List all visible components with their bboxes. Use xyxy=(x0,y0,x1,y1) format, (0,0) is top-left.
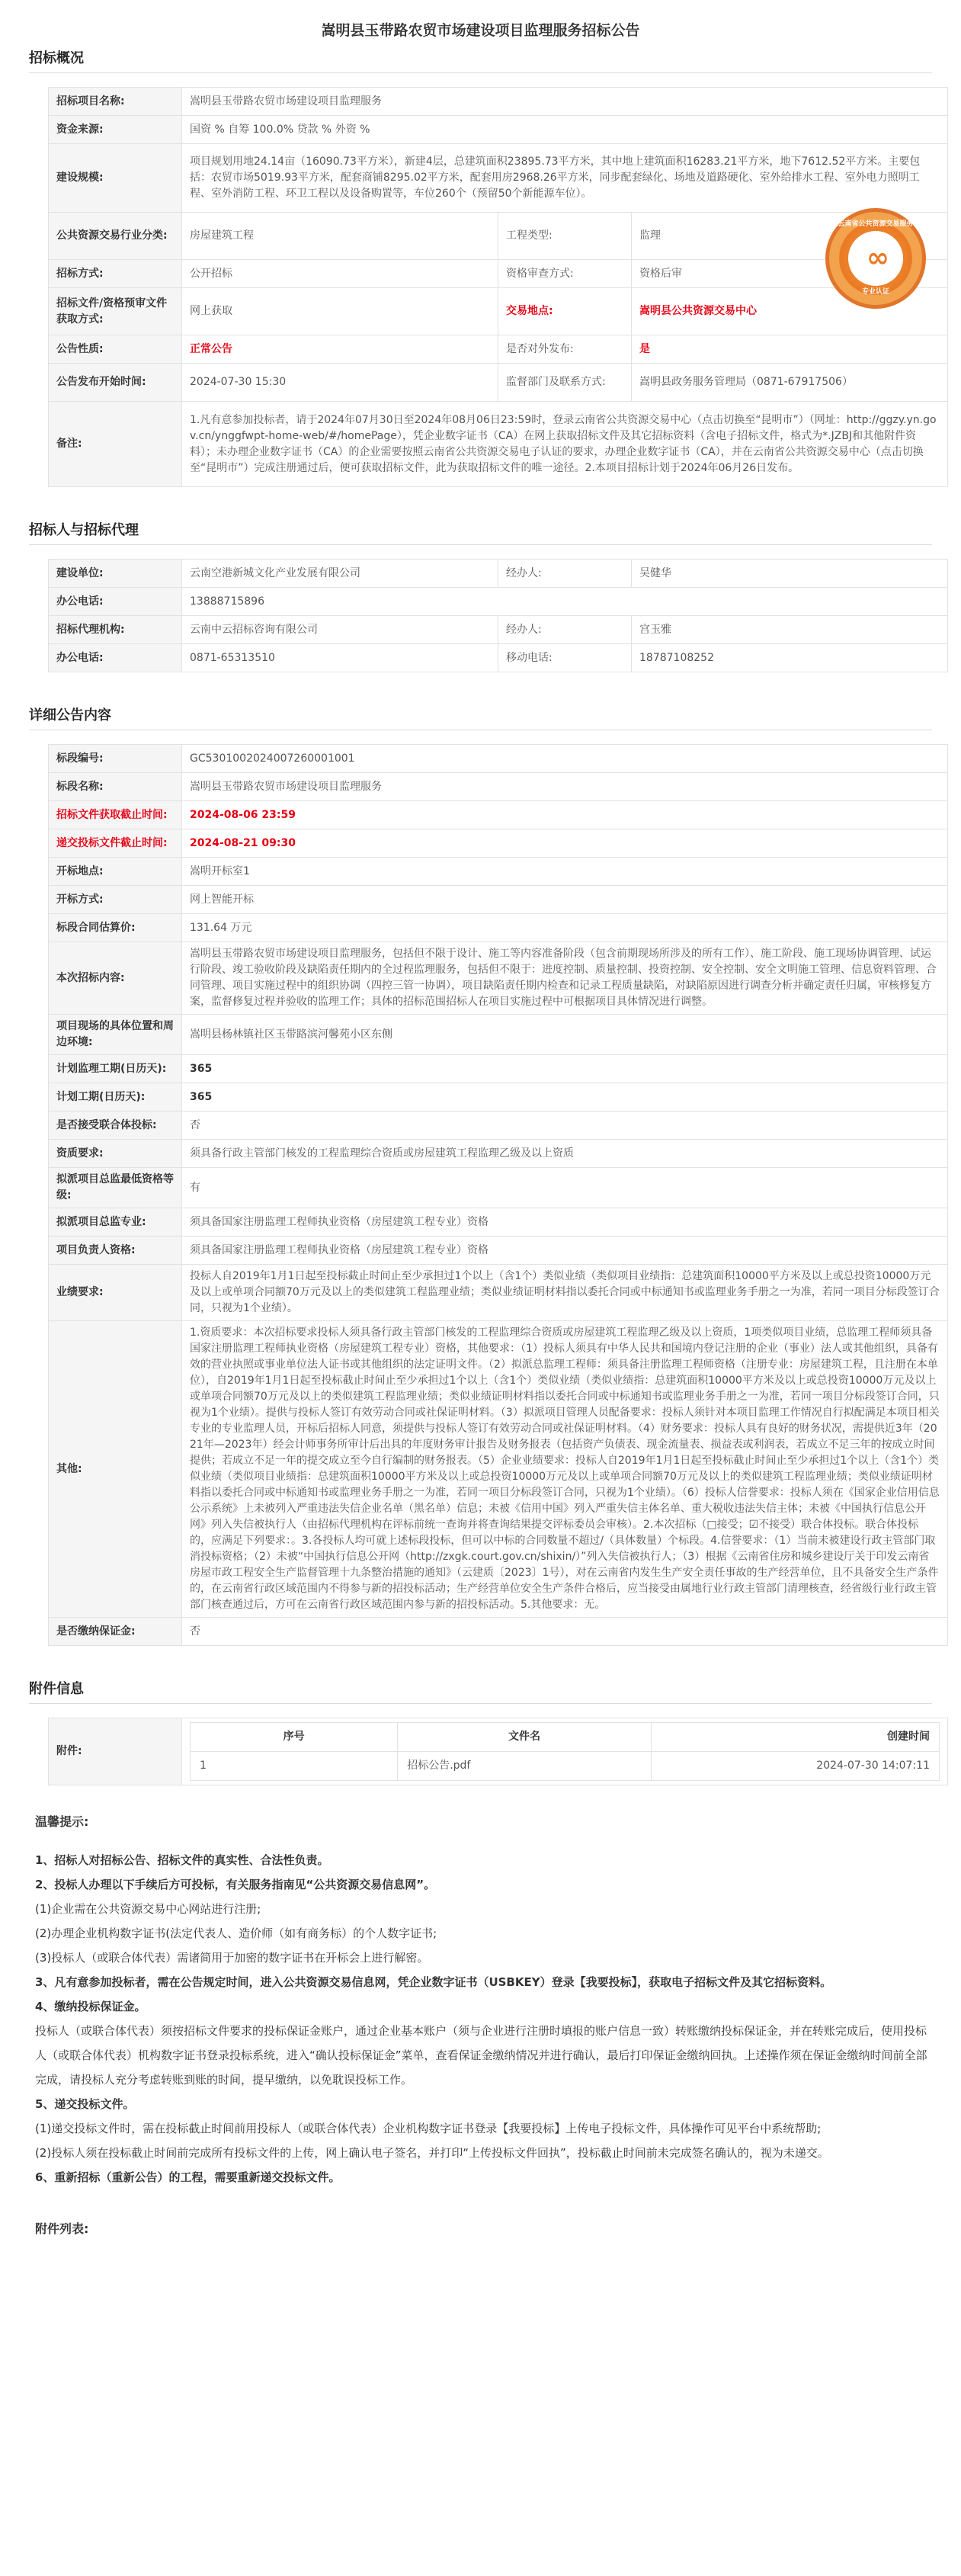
detail-value: 有 xyxy=(182,1168,948,1208)
detail-label: 其他: xyxy=(49,1321,182,1618)
detail-value: 须具备国家注册监理工程师执业资格（房屋建筑工程专业）资格 xyxy=(182,1237,948,1265)
detail-row xyxy=(49,773,948,801)
supervisor-label: 监督部门及联系方式: xyxy=(498,364,632,402)
owner-contact-label: 经办人: xyxy=(498,560,632,588)
detail-label: 开标方式: xyxy=(49,886,182,914)
detail-row xyxy=(49,1112,948,1140)
detail-label: 计划监理工期(日历天): xyxy=(49,1055,182,1083)
detail-row xyxy=(49,1168,948,1208)
detail-label: 资质要求: xyxy=(49,1140,182,1168)
agent-mobile-value: 18787108252 xyxy=(632,644,948,672)
detail-row xyxy=(49,942,948,1015)
detail-label: 项目负责人资格: xyxy=(49,1237,182,1265)
detail-label: 开标地点: xyxy=(49,858,182,886)
parties-table xyxy=(48,559,948,672)
funding-value: 国资 % 自筹 100.0% 贷款 % 外资 % xyxy=(182,116,948,144)
section-attachments-title: 附件信息 xyxy=(29,1678,932,1704)
col-time-header: 创建时间 xyxy=(651,1723,939,1752)
supervisor-value: 嵩明县政务服务管理局（0871-67917506） xyxy=(632,364,948,402)
detail-value: 131.64 万元 xyxy=(182,914,948,942)
owner-value: 云南空港新城文化产业发展有限公司 xyxy=(182,560,498,588)
section-details-title: 详细公告内容 xyxy=(29,704,932,730)
agent-label: 招标代理机构: xyxy=(49,616,182,644)
detail-value: 1.资质要求：本次招标要求投标人须具备行政主管部门核发的工程监理综合资质或房屋建筑工程监理乙级及以上资质，1项类似项目业绩，总监理工程师须具备国家注册监理工程师执业资格（房屋建筑工程专业）资格，其他要求：（1）投标人须具有中华人民共和国境内登记注册的企业（事业）法人或其他组织，具备有效的营业执照或事业单位法人证书或其他组织的法定证明文件。（2）拟派总监理工程师：须具备注册监理工程师资格（注册专业：房屋建筑工程，且注册在本单位），自2019年1月1日起至投标截止时间止至少承担过1个以上（含1个）类似业绩（类似业绩指：总建筑面积10000平方米及以上或总投资10000万元及以上或单项合同额70万元及以上的类似建筑工程监理业绩；类似业绩证明材料指以委托合同或中标通知书或监理业务手册之一为准，若同一项目分标段签订合同，只视为1个业绩）。提供与投标人签订有效劳动合同或社保证明材料。（3）拟派项目管理人员配备要求：投标人须针对本项目监理工作情况自行拟配满足本项目相关专业的专业监理人员，开标后招标人同意，须提供与投标人签订有效劳动合同或社保证明材料。（4）财务要求：投标人具有良好的财务状况，需提供近3年（2021年—2023年）经会计师事务所审计后出具的年度财务审计报告及财务报表（包括资产负债表、现金流量表、损益表或利润表，若成立不足三年的按成立时间提供；若成立不足一年的提交成立至今自行编制的财务报表。（5）企业业绩要求：投标人自2019年1月1日起至投标截止时间止至少承担过1个以上（含1个）类似业绩（类似项目业绩指：总建筑面积10000平方米及以上或总投资10000万元及以上或单项合同额70万元及以上的类似建筑工程监理业绩；类似业绩证明材料指以委托合同或中标通知书或监理业务手册之一为准，若同一项目分标段签订合同，只视为1个业绩）。（6）投标人信誉要求：投标人须在《国家企业信用信息公示系统》上未被列入严重违法失信企业名单（黑名单）信息；未被《信用中国》列入严重失信主体名单、重大税收违法失信主体；未被《中国执行信息公开网》列入失信被执行人（由招标代理机构在评标前统一查询并将查询结果提交评标委员会审核）。2.本次招标（□接受；☑不接受）联合体投标。联合体投标的，应满足下列要求：。3.各投标人均可就上述标段投标，但可以中标的合同数量不超过/（具体数量）个标段。4.信誉要求：（1）当前未被建设行政主管部门取消投标资格；（2）未被“中国执行信息公开网（http://zxgk.court.gov.cn/shixin/）”列入失信被执行人；（3）根据《云南省住房和城乡建设厅关于印发云南省房屋市政工程安全生产监督管理十九条整治措施的通知》（云建质〔2023〕1号），对在云南省内发生生产安全责任事故的生产经营单位，且不具备安全生产条件的，在云南省行政区域范围内不得参与新的招投标活动；生产经营单位安全生产条件合格后，应当接受由属地行业行政主管部门清理核查，经省级行业行政主管部门核查通过后，方可在云南省行政区域范围内参与新的招投标活动。5.其他要求：无。 xyxy=(182,1321,948,1618)
detail-value: 嵩明县玉带路农贸市场建设项目监理服务 xyxy=(182,773,948,801)
detail-row xyxy=(49,886,948,914)
agent-phone-label: 办公电话: xyxy=(49,644,182,672)
scale-value: 项目规划用地24.14亩（16090.73平方米），新建4层，总建筑面积23895.73平方米，其中地上建筑面积16283.21平方米，地下7612.52平方米。主要包括：农贸市场5019.93平方米，配套商铺8295.02平方米，配套用房2968.26平方米，同步配套绿化、场地及道路硬化、室外给排水工程、室外电力照明工程、室外消防工程、环卫工程以及设备购置等，车位260个（预留50个新能源车位）。 xyxy=(182,144,948,213)
tip-line: (2)办理企业机构数字证书(法定代表人、造价师（如有商务标）的个人数字证书; xyxy=(35,1926,437,1940)
seal-bottom-text: 专业认证 xyxy=(861,287,889,296)
detail-label: 标段编号: xyxy=(49,745,182,773)
attachments-list xyxy=(190,1722,940,1781)
detail-value: 须具备行政主管部门核发的工程监理综合资质或房屋建筑工程监理乙级及以上资质 xyxy=(182,1140,948,1168)
tip-line: 1、招标人对招标公告、招标文件的真实性、合法性负责。 xyxy=(35,1853,329,1867)
seal-logo-icon: ∞ xyxy=(848,231,903,286)
tip-line: (1)企业需在公共资源交易中心网站进行注册; xyxy=(35,1902,261,1916)
obtain-value: 网上获取 xyxy=(182,288,498,335)
attachment-no: 1 xyxy=(191,1752,398,1781)
scale-label: 建设规模: xyxy=(49,144,182,213)
detail-row xyxy=(49,1208,948,1237)
obtain-label: 招标文件/资格预审文件获取方式: xyxy=(49,288,182,335)
detail-value: 2024-08-06 23:59 xyxy=(182,801,948,829)
detail-row xyxy=(49,801,948,829)
review-label: 资格审查方式: xyxy=(498,260,632,288)
detail-label: 是否缴纳保证金: xyxy=(49,1618,182,1646)
eng-type-label: 工程类型: xyxy=(498,213,632,260)
detail-label: 拟派项目总监最低资格等级: xyxy=(49,1168,182,1208)
nature-label: 公告性质: xyxy=(49,335,182,364)
detail-row xyxy=(49,1265,948,1321)
detail-value: 否 xyxy=(182,1618,948,1646)
project-name-value: 嵩明县玉带路农贸市场建设项目监理服务 xyxy=(182,88,948,116)
attachment-file-link[interactable]: 招标公告.pdf xyxy=(398,1752,652,1781)
method-label: 招标方式: xyxy=(49,260,182,288)
detail-row xyxy=(49,829,948,858)
project-name-label: 招标项目名称: xyxy=(49,88,182,116)
attachments-cell xyxy=(182,1718,948,1785)
detail-label: 拟派项目总监专业: xyxy=(49,1208,182,1237)
tip-line: 2、投标人办理以下手续后方可投标，有关服务指南见“公共资源交易信息网”。 xyxy=(35,1878,436,1891)
attachments-label: 附件: xyxy=(49,1718,182,1785)
tip-line: 4、缴纳投标保证金。 xyxy=(35,2000,146,2013)
online-value: 是 xyxy=(632,335,948,364)
funding-label: 资金来源: xyxy=(49,116,182,144)
detail-label: 标段名称: xyxy=(49,773,182,801)
tip-line: (3)投标人（或联合体代表）需诸简用于加密的数字证书在开标会上进行解密。 xyxy=(35,1951,429,1965)
category-value: 房屋建筑工程 xyxy=(182,213,498,260)
detail-value: 投标人自2019年1月1日起至投标截止时间止至少承担过1个以上（含1个）类似业绩（类似项目业绩指：总建筑面积10000平方米及以上或总投资10000万元及以上或单项合同额70万元及以上的类似建筑工程监理业绩；类似业绩证明材料指以委托合同或中标通知书或监理业务手册之一为准，若同一项目分标段签订合同，只视为1个业绩）。 xyxy=(182,1265,948,1321)
venue-label: 交易地点: xyxy=(498,288,632,335)
attachment-list-label: 附件列表: xyxy=(35,2222,89,2236)
pubtime-value: 2024-07-30 15:30 xyxy=(182,364,498,402)
tip-line: 5、递交投标文件。 xyxy=(35,2097,135,2111)
overview-table xyxy=(48,87,948,487)
detail-label: 标段合同估算价: xyxy=(49,914,182,942)
detail-row xyxy=(49,1237,948,1265)
detail-value: 2024-08-21 09:30 xyxy=(182,829,948,858)
tip-line: 6、重新招标（重新公告）的工程，需要重新递交投标文件。 xyxy=(35,2170,341,2184)
tip-line: (1)递交投标文件时，需在投标截止时间前用投标人（或联合体代表）企业机构数字证书登录【我要投标】上传电子投标文件，具体操作可见平台中系统帮助; xyxy=(35,2122,822,2135)
remark-label: 备注: xyxy=(49,402,182,487)
detail-label: 是否接受联合体投标: xyxy=(49,1112,182,1140)
attachment-row[interactable] xyxy=(191,1752,940,1781)
agent-phone-value: 0871-65313510 xyxy=(182,644,498,672)
tips-section xyxy=(35,1813,932,2189)
detail-label: 计划工期(日历天): xyxy=(49,1083,182,1112)
detail-value: 须具备国家注册监理工程师执业资格（房屋建筑工程专业）资格 xyxy=(182,1208,948,1237)
agent-mobile-label: 移动电话: xyxy=(498,644,632,672)
detail-value: 365 xyxy=(182,1055,948,1083)
col-name-header: 文件名 xyxy=(398,1723,652,1752)
detail-label: 项目现场的具体位置和周边环境: xyxy=(49,1015,182,1055)
detail-value: 嵩明开标室1 xyxy=(182,858,948,886)
detail-value: 否 xyxy=(182,1112,948,1140)
section-parties-title: 招标人与招标代理 xyxy=(29,519,932,545)
agent-contact-value: 宫玉雅 xyxy=(632,616,948,644)
detail-row xyxy=(49,1321,948,1618)
detail-row xyxy=(49,1083,948,1112)
attachments-table xyxy=(48,1718,948,1785)
detail-row xyxy=(49,1055,948,1083)
remark-value: 1.凡有意参加投标者，请于2024年07月30日至2024年08月06日23:59时，登录云南省公共资源交易中心（点击切换至“昆明市”）（网址：http://ggzy.yn.gov.cn/ynggfwpt-home-web/#/homePage），凭企业数字证书（CA）在网上获取招标文件及其它招标资料（含电子招标文件，格式为*.JZBJ和其他附件资料）；未办理企业数字证书（CA）的企业需要按照云南省公共资源交易电子认证的要求，办理企业数字证书（CA），并在云南省公共资源交易中心（点击切换至“昆明市”）完成注册通过后，便可获取招标文件，此为获取招标文件的唯一途径。2.本项目招标计划于2024年06月26日发布。 xyxy=(182,402,948,487)
pubtime-label: 公告发布开始时间: xyxy=(49,364,182,402)
detail-value: 嵩明县玉带路农贸市场建设项目监理服务，包括但不限于设计、施工等内容准备阶段（包含前期现场所涉及的所有工作）、施工阶段、施工现场协调管理、试运行阶段、竣工验收阶段及缺陷责任期内的全过程监理服务，包括但不限于：进度控制、质量控制、投资控制、安全控制、安全文明施工管理、信息资料管理、合同管理、项目实施过程中的组织协调（四控三管一协调），项目缺陷责任期内检查和记录工程质量缺陷，对缺陷原因进行调查分析并确定责任归属，审核修复方案，监督修复过程并验收的监理工作；具体的招标范围招标人在项目实施过程中可根据项目具体情况进行调整。 xyxy=(182,942,948,1015)
owner-phone-value: 13888715896 xyxy=(182,588,948,616)
tip-line: 3、凡有意参加投标者，需在公告规定时间，进入公共资源交易信息网，凭企业数字证书（USBKEY）登录【我要投标】，获取电子招标文件及其它招标资料。 xyxy=(35,1975,832,1989)
tip-line: 投标人（或联合体代表）须按招标文件要求的投标保证金账户，通过企业基本账户（须与企业进行注册时填报的账户信息一致）转账缴纳投标保证金，并在转账完成后，使用投标人（或联合体代表）机构数字证书登录投标系统，进入“确认投标保证金”菜单，查看保证金缴纳情况并进行确认，最后打印保证金缴纳回执。上述操作须在保证金缴纳时间前全部完成，请投标人充分考虑转账到账的时间，提早缴纳，以免耽误投标工作。 xyxy=(35,2024,927,2087)
detail-label: 招标文件获取截止时间: xyxy=(49,801,182,829)
tips-list xyxy=(35,1848,932,2189)
detail-label: 递交投标文件截止时间: xyxy=(49,829,182,858)
owner-label: 建设单位: xyxy=(49,560,182,588)
details-table xyxy=(48,744,948,1646)
detail-row xyxy=(49,1618,948,1646)
venue-value: 嵩明县公共资源交易中心 xyxy=(632,288,948,335)
review-value: 资格后审 xyxy=(632,260,948,288)
owner-phone-label: 办公电话: xyxy=(49,588,182,616)
section-overview-title: 招标概况 xyxy=(29,47,932,73)
attachment-time: 2024-07-30 14:07:11 xyxy=(651,1752,939,1781)
detail-label: 本次招标内容: xyxy=(49,942,182,1015)
agent-contact-label: 经办人: xyxy=(498,616,632,644)
col-no-header: 序号 xyxy=(191,1723,398,1752)
eng-type-value: 监理 xyxy=(639,229,661,242)
nature-value: 正常公告 xyxy=(182,335,498,364)
agent-value: 云南中云招标咨询有限公司 xyxy=(182,616,498,644)
online-label: 是否对外发布: xyxy=(498,335,632,364)
detail-row xyxy=(49,1140,948,1168)
detail-row xyxy=(49,1015,948,1055)
detail-value: GC5301002024007260001001 xyxy=(182,745,948,773)
detail-value: 嵩明县杨林镇社区玉带路滨河馨苑小区东侧 xyxy=(182,1015,948,1055)
detail-row xyxy=(49,745,948,773)
detail-value: 网上智能开标 xyxy=(182,886,948,914)
page-title: 嵩明县玉带路农贸市场建设项目监理服务招标公告 xyxy=(321,22,640,39)
method-value: 公开招标 xyxy=(182,260,498,288)
detail-row xyxy=(49,858,948,886)
seal-top-text: 云南省公共资源交易服务 xyxy=(838,220,914,228)
detail-row xyxy=(49,914,948,942)
detail-value: 365 xyxy=(182,1083,948,1112)
category-label: 公共资源交易行业分类: xyxy=(49,213,182,260)
seal-stamp xyxy=(825,208,926,309)
tip-line: (2)投标人须在投标截止时间前完成所有投标文件的上传，网上确认电子签名，并打印“上传投标文件回执”，投标截止时间前未完成签名确认的，视为未递交。 xyxy=(35,2146,829,2160)
detail-label: 业绩要求: xyxy=(49,1265,182,1321)
owner-contact-value: 吴健华 xyxy=(632,560,948,588)
tips-title: 温馨提示: xyxy=(35,1814,89,1829)
